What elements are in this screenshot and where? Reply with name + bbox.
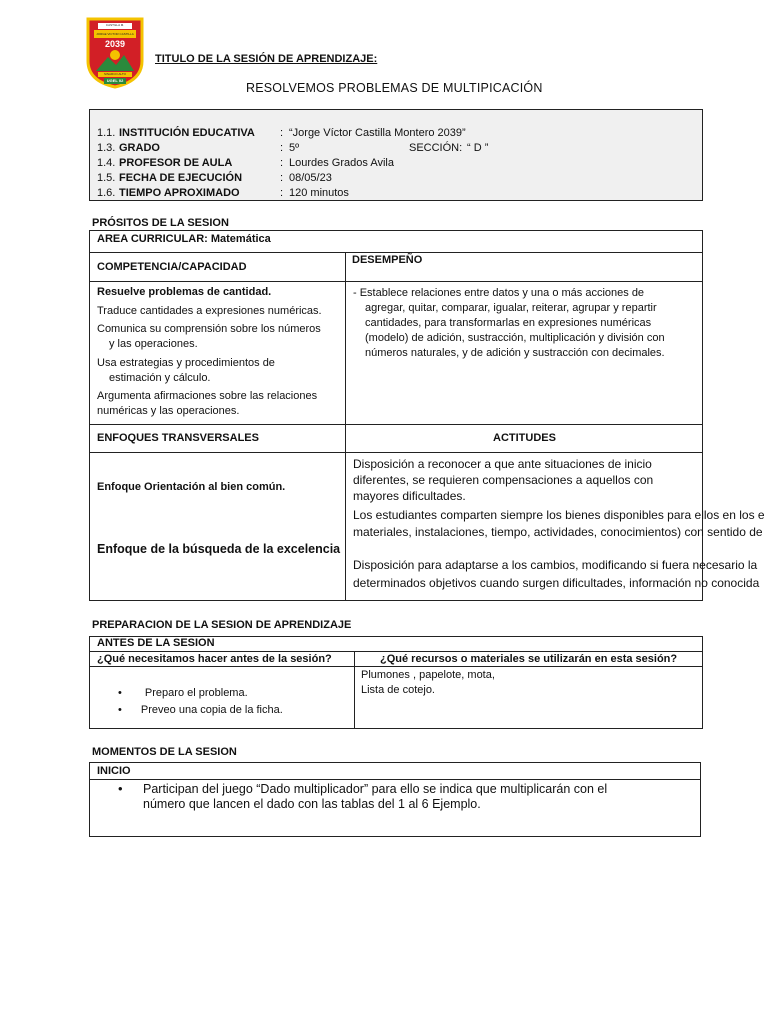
logo-bottom-text: SINARCO ALTO (104, 72, 126, 76)
info-row-time: 1.6. TIEMPO APROXIMADO : 120 minutos (97, 187, 349, 199)
prep-bullet-2: • Preveo una copia de la ficha. (118, 704, 283, 716)
desempeno-line-4: (modelo) de adición, sustracción, multiplicación y división con (365, 332, 665, 344)
bullet-icon: • (118, 704, 122, 716)
session-title-label: TITULO DE LA SESIÓN DE APRENDIZAJE: (155, 53, 378, 65)
competencia-title: Resuelve problemas de cantidad. (97, 286, 272, 298)
info-row-grade: 1.3. GRADO : 5º SECCIÓN: “ D ” (97, 142, 489, 154)
info-rows (97, 126, 687, 201)
desempeno-line-5: números naturales, y de adición y sustracción con decimales. (365, 347, 665, 359)
logo-number: 2039 (104, 39, 126, 49)
inicio-bullet-icon: • (118, 781, 123, 796)
enfoques-header: ENFOQUES TRANSVERSALES (97, 432, 259, 444)
desempeno-line-2: agregar, quitar, comparar, igualar, reiterar, agrupar y repartir (365, 302, 657, 314)
enfoque-excelencia: Enfoque de la búsqueda de la excelencia (97, 542, 341, 556)
prep-bullet-1: • Preparo el problema. (118, 687, 248, 699)
area-curricular: AREA CURRICULAR: Matemática (97, 233, 271, 245)
material-2: Lista de cotejo. (361, 684, 435, 696)
section-value: “ D ” (467, 142, 489, 154)
actitudes-header: ACTITUDES (493, 432, 556, 444)
material-1: Plumones , papelote, mota, (361, 669, 495, 681)
antes-sesion: ANTES DE LA SESION (97, 637, 215, 649)
capacidad-3: Usa estrategias y procedimientos de (97, 357, 275, 369)
capacidad-2b: y las operaciones. (109, 338, 198, 350)
actitud-3: Disposición para adaptarse a los cambios, modificando si fuera necesario la determinados objetivos cuando surgen dificultades, información no conocida (353, 558, 760, 590)
inicio-label: INICIO (97, 765, 131, 777)
info-row-date: 1.5. FECHA DE EJECUCIÓN : 08/05/23 (97, 172, 332, 184)
capacidad-3b: estimación y cálculo. (109, 372, 211, 384)
question-before: ¿Qué necesitamos hacer antes de la sesión? (97, 653, 332, 665)
bullet-icon: • (118, 687, 122, 699)
inicio-text: Participan del juego “Dado multiplicador” para ello se indica que multiplicarán con el número que lancen el dado con las tablas del 1 al 6 Ejemplo. (143, 782, 608, 811)
capacidad-2: Comunica su comprensión sobre los números (97, 323, 321, 335)
desempeno-line-3: cantidades, para transformarlas en expresiones numéricas (365, 317, 652, 329)
logo-top-text: CASTILLA M. (105, 23, 125, 27)
moments-heading: MOMENTOS DE LA SESION (92, 746, 237, 758)
desempeno-header: DESEMPEÑO (352, 254, 423, 266)
logo-ugel: UGEL 02 (106, 78, 124, 83)
capacidad-4: Argumenta afirmaciones sobre las relaciones (97, 390, 318, 402)
competencia-header: COMPETENCIA/CAPACIDAD (97, 261, 247, 273)
actitud-1: Disposición a reconocer a que ante situaciones de inicio diferentes, se requieren compensaciones a aquellos con mayores dificultades. (353, 457, 654, 503)
desempeno-line-1: - Establece relaciones entre datos y una o más acciones de (353, 287, 645, 299)
purposes-heading: PRÓSITOS DE LA SESION (92, 217, 229, 229)
info-row-institution: 1.1. INSTITUCIÓN EDUCATIVA : “Jorge Víctor Castilla Montero 2039” (97, 127, 466, 139)
info-row-teacher: 1.4. PROFESOR DE AULA : Lourdes Grados Avila (97, 157, 394, 169)
session-title: RESOLVEMOS PROBLEMAS DE MULTIPICACIÓN (246, 81, 543, 95)
logo-name: JORGE VICTOR CASTILLA (96, 32, 134, 36)
capacidad-1: Traduce cantidades a expresiones numéricas. (97, 305, 322, 317)
actitud-2: Los estudiantes comparten siempre los bienes disponibles para ellos en los e materiales, instalaciones, tiempo, actividades, conocimientos) con sentido de (353, 508, 765, 539)
school-logo (86, 17, 144, 89)
enfoque-bien-comun: Enfoque Orientación al bien común. (97, 481, 286, 493)
question-materials: ¿Qué recursos o materiales se utilizarán en esta sesión? (380, 653, 678, 665)
section-label: SECCIÓN: (409, 142, 463, 154)
preparation-heading: PREPARACION DE LA SESION DE APRENDIZAJE (92, 619, 352, 631)
capacidad-4b: numéricas y las operaciones. (97, 405, 240, 417)
